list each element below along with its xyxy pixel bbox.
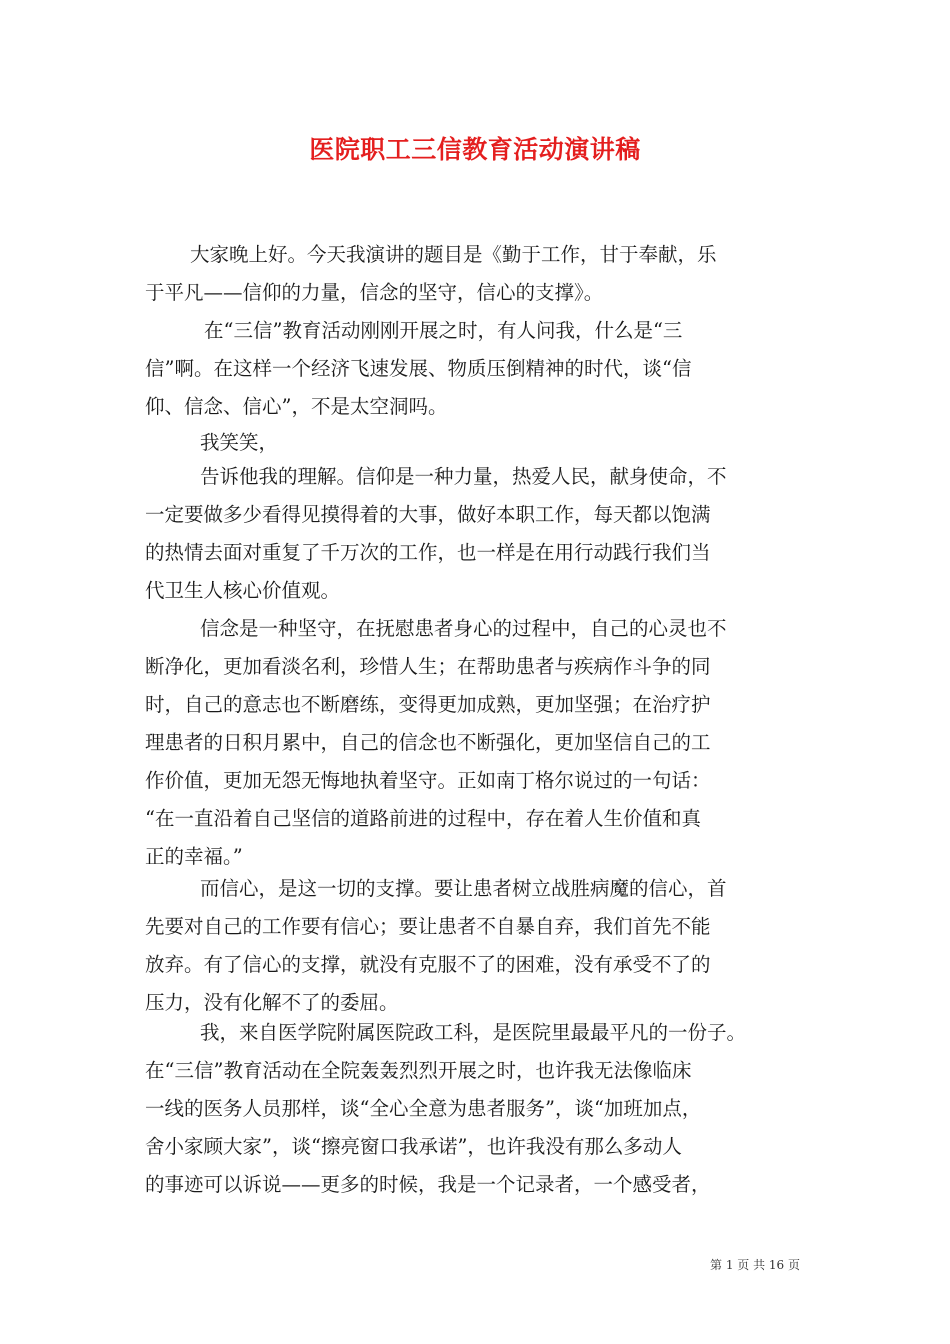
body-line: 压力，没有化解不了的委屈。 xyxy=(145,991,399,1014)
body-line: 信”啊。在这样一个经济飞速发展、物质压倒精神的时代，谈“信 xyxy=(145,357,692,380)
body-line: 代卫生人核心价值观。 xyxy=(145,579,341,602)
body-line: 时，自己的意志也不断磨练，变得更加成熟，更加坚强；在治疗护 xyxy=(145,693,711,716)
body-line: 先要对自己的工作要有信心；要让患者不自暴自弃，我们首先不能 xyxy=(145,915,711,938)
body-line: “在一直沿着自己坚信的道路前进的过程中，存在着人生价值和真 xyxy=(145,807,701,830)
body-line: 而信心，是这一切的支撑。要让患者树立战胜病魔的信心，首 xyxy=(200,877,727,900)
body-line: 理患者的日积月累中，自己的信念也不断强化，更加坚信自己的工 xyxy=(145,731,711,754)
body-line: 一定要做多少看得见摸得着的大事，做好本职工作，每天都以饱满 xyxy=(145,503,711,526)
body-line: 告诉他我的理解。信仰是一种力量，热爱人民，献身使命，不 xyxy=(200,465,727,488)
body-line: 在“三信”教育活动刚刚开展之时，有人问我，什么是“三 xyxy=(204,319,683,342)
body-line: 信念是一种坚守，在抚慰患者身心的过程中，自己的心灵也不 xyxy=(200,617,727,640)
body-line: 我，来自医学院附属医院政工科，是医院里最最平凡的一份子。 xyxy=(200,1021,747,1044)
body-line: 作价值，更加无怨无悔地执着坚守。正如南丁格尔说过的一句话： xyxy=(145,769,711,792)
body-line: 的事迹可以诉说——更多的时候，我是一个记录者，一个感受者， xyxy=(145,1173,711,1196)
body-line: 大家晚上好。今天我演讲的题目是《勤于工作，甘于奉献，乐 xyxy=(190,243,717,266)
body-line: 在“三信”教育活动在全院轰轰烈烈开展之时，也许我无法像临床 xyxy=(145,1059,692,1082)
body-line: 我笑笑， xyxy=(200,431,279,454)
body-line: 一线的医务人员那样，谈“全心全意为患者服务”，谈“加班加点， xyxy=(145,1097,702,1120)
body-line: 正的幸福。” xyxy=(145,845,243,868)
body-line: 断净化，更加看淡名利，珍惜人生；在帮助患者与疾病作斗争的同 xyxy=(145,655,711,678)
body-line: 仰、信念、信心”，不是太空洞吗。 xyxy=(145,395,448,418)
body-line: 的热情去面对重复了千万次的工作，也一样是在用行动践行我们当 xyxy=(145,541,711,564)
body-line: 于平凡——信仰的力量，信念的坚守，信心的支撑》。 xyxy=(145,281,604,304)
body-line: 舍小家顾大家”，谈“擦亮窗口我承诺”，也许我没有那么多动人 xyxy=(145,1135,682,1158)
body-line: 放弃。有了信心的支撑，就没有克服不了的困难，没有承受不了的 xyxy=(145,953,711,976)
document-title: 医院职工三信教育活动演讲稿 xyxy=(309,135,641,164)
page-number: 第 1 页 共 16 页 xyxy=(710,1258,800,1272)
